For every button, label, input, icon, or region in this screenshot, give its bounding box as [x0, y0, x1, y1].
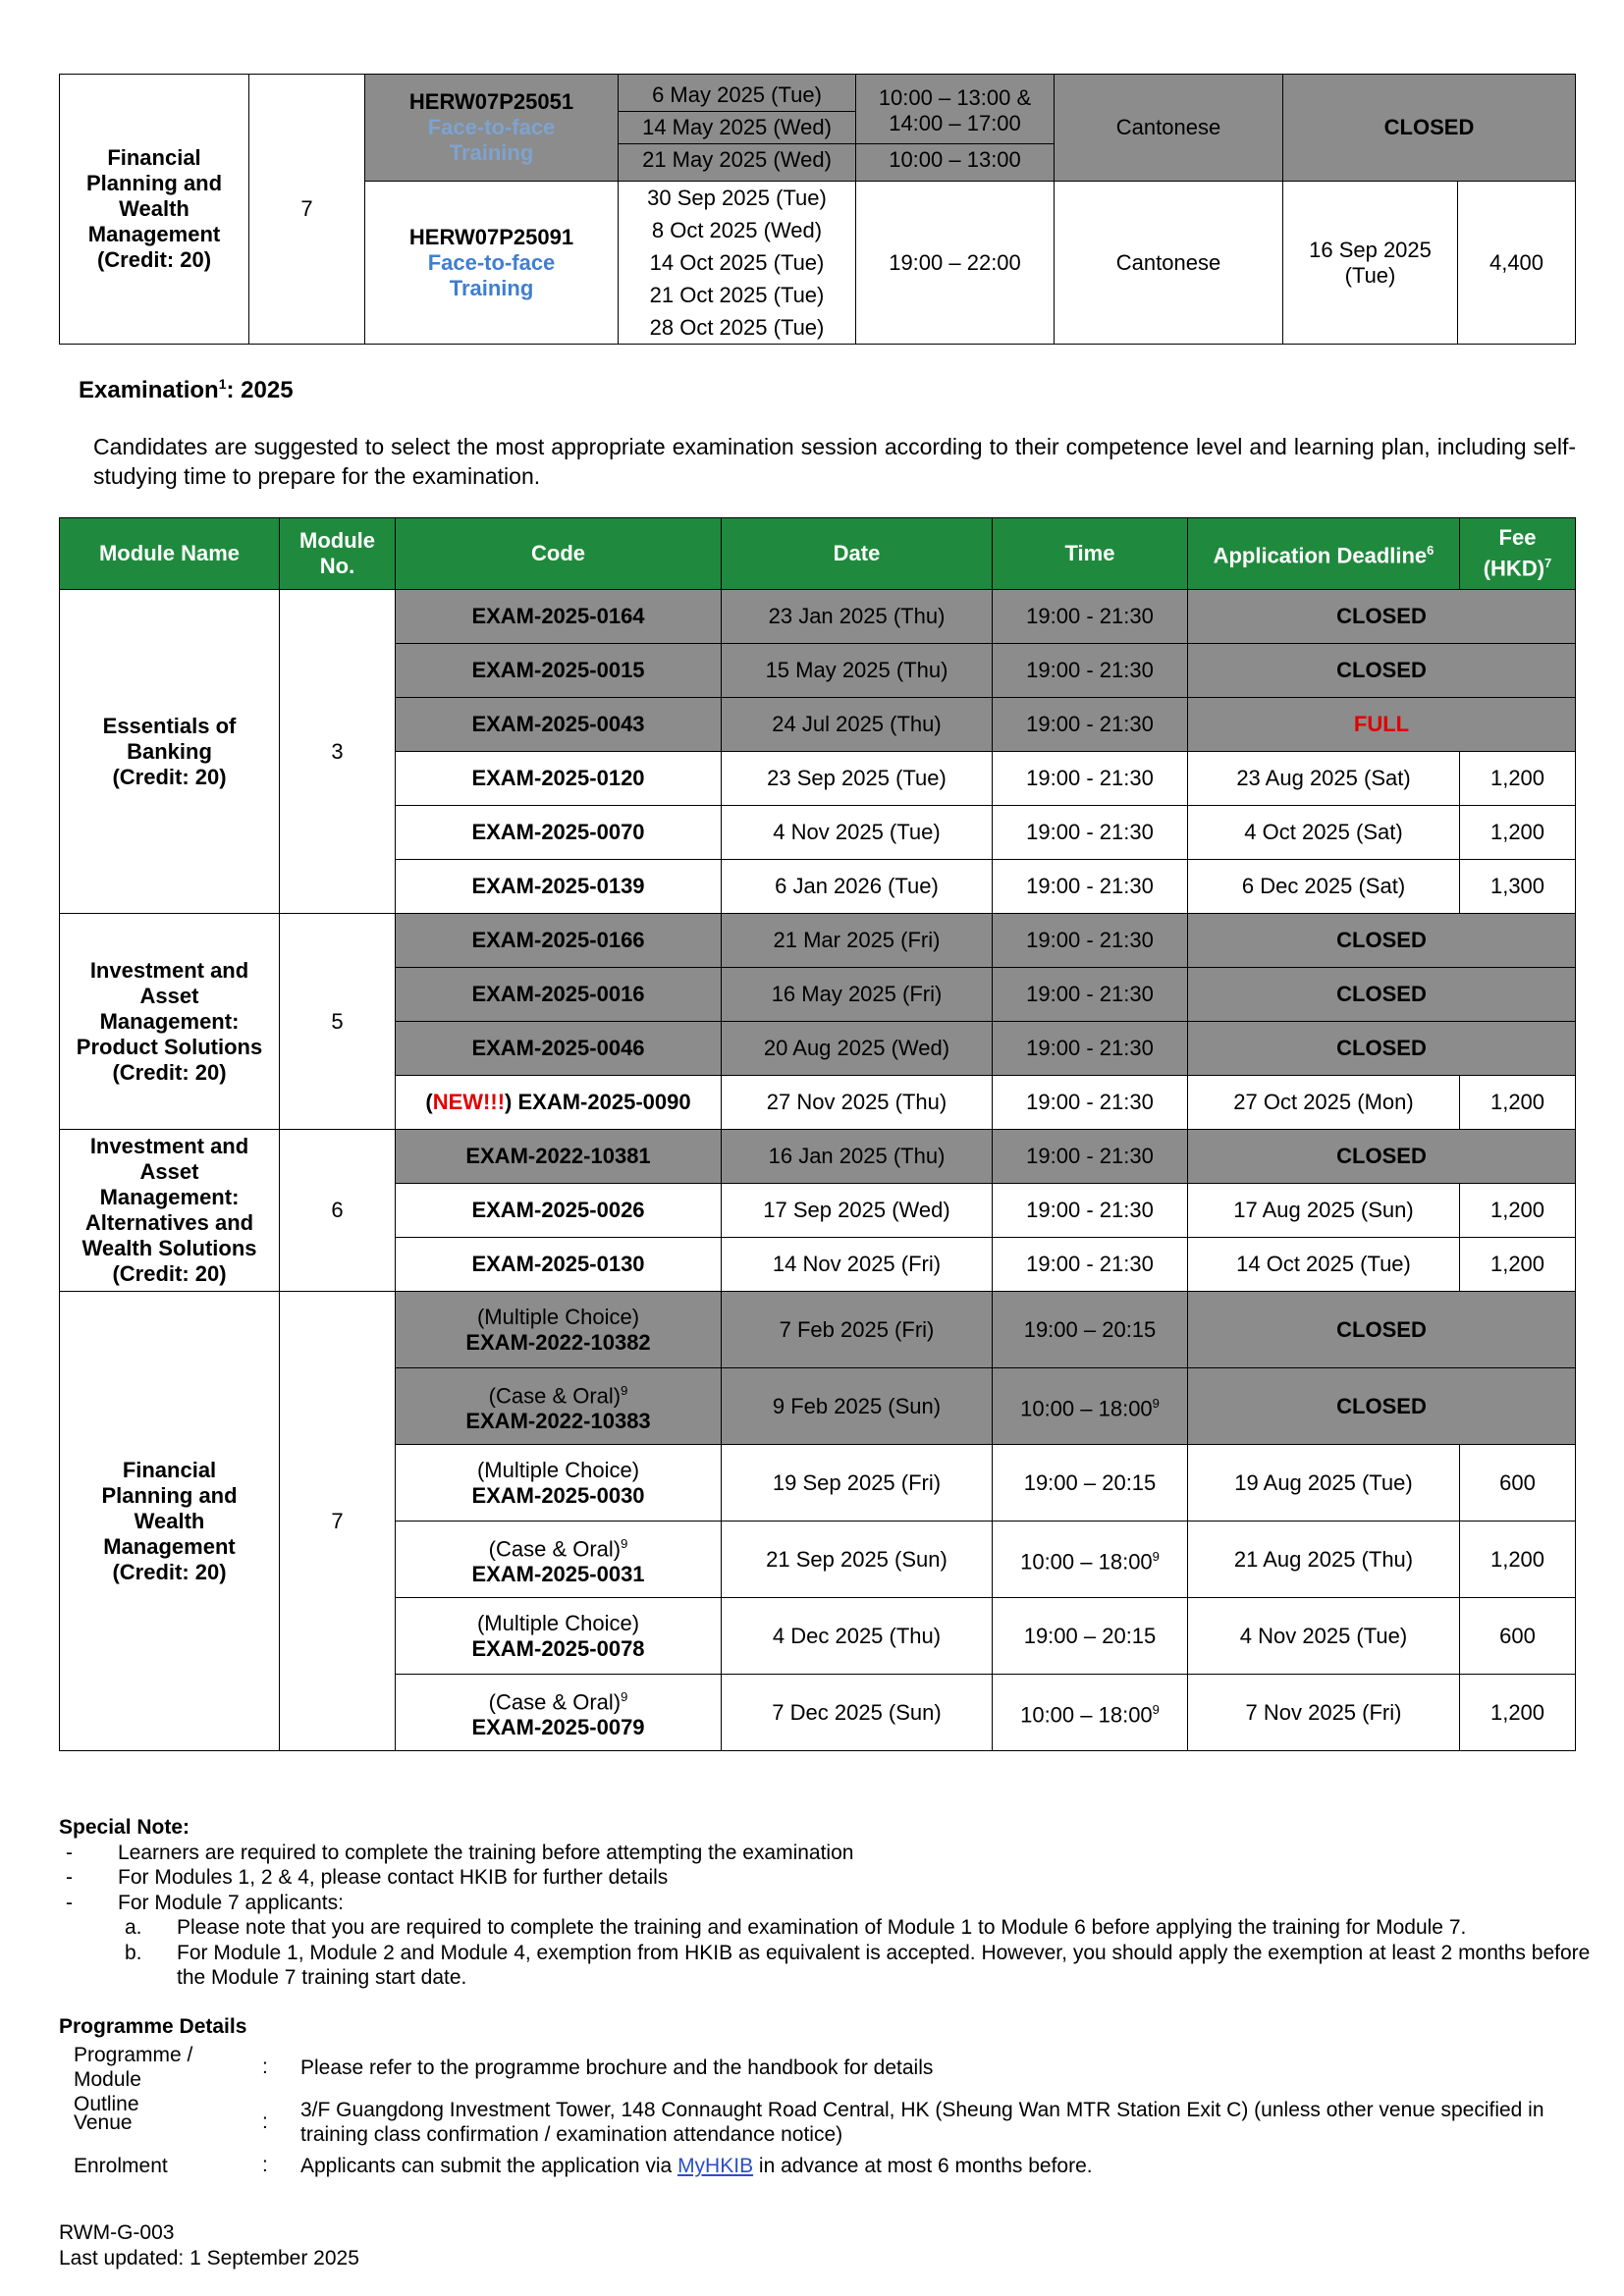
- exam-code: EXAM-2025-0046: [396, 1022, 722, 1076]
- exam-code: EXAM-2025-0016: [396, 968, 722, 1022]
- exam-date: 21 Mar 2025 (Fri): [722, 914, 993, 968]
- exam-code: EXAM-2025-0070: [396, 806, 722, 860]
- table-row: [60, 1130, 1576, 1184]
- exam-deadline: 21 Aug 2025 (Thu): [1188, 1522, 1460, 1598]
- exam-deadline: 27 Oct 2025 (Mon): [1188, 1076, 1460, 1130]
- exam-time: 19:00 - 21:30: [993, 1130, 1188, 1184]
- exam-date: 9 Feb 2025 (Sun): [722, 1368, 993, 1445]
- table-row: [60, 1292, 1576, 1368]
- exam-code: (Multiple Choice) EXAM-2025-0030: [396, 1445, 722, 1522]
- exam-code: (Case & Oral)$^9$ EXAM-2022-10383: [396, 1368, 722, 1445]
- exam-time: 19:00 – 20:15: [993, 1445, 1188, 1522]
- exam-heading: Examination$^1$: 2025: [79, 376, 294, 403]
- exam-time: 19:00 – 20:15: [993, 1598, 1188, 1675]
- exam-time: 19:00 - 21:30: [993, 806, 1188, 860]
- exam-status: FULL: [1188, 698, 1576, 752]
- class-fee: 4,400: [1458, 182, 1576, 345]
- exam-code: EXAM-2025-0139: [396, 860, 722, 914]
- module-name: Investment and Asset Management: Alternatives and Wealth Solutions (Credit: 20): [60, 1130, 280, 1292]
- exam-deadline: 4 Oct 2025 (Sat): [1188, 806, 1460, 860]
- class-code-cell: HERW07P25051 Face-to-face Training: [365, 75, 619, 182]
- exam-date: 20 Aug 2025 (Wed): [722, 1022, 993, 1076]
- exam-date: 4 Nov 2025 (Tue): [722, 806, 993, 860]
- exam-fee: 1,300: [1460, 860, 1576, 914]
- exam-fee: 600: [1460, 1445, 1576, 1522]
- exam-header-row: [60, 518, 1576, 590]
- exam-time: 19:00 - 21:30: [993, 644, 1188, 698]
- module-no: 3: [280, 590, 396, 914]
- exam-code: EXAM-2025-0164: [396, 590, 722, 644]
- exam-deadline: 4 Nov 2025 (Tue): [1188, 1598, 1460, 1675]
- exam-code: EXAM-2022-10381: [396, 1130, 722, 1184]
- exam-code: EXAM-2025-0130: [396, 1238, 722, 1292]
- module-name: Essentials of Banking (Credit: 20): [60, 590, 280, 914]
- exam-time: 19:00 - 21:30: [993, 698, 1188, 752]
- class-dates: 30 Sep 2025 (Tue) 8 Oct 2025 (Wed) 14 Oct 2025 (Tue) 21 Oct 2025 (Tue) 28 Oct 2025 (Tue): [619, 182, 856, 345]
- exam-deadline: 23 Aug 2025 (Sat): [1188, 752, 1460, 806]
- programme-details: [59, 2014, 1591, 2181]
- module-name: Investment and Asset Management: Product Solutions (Credit: 20): [60, 914, 280, 1130]
- module-no: 5: [280, 914, 396, 1130]
- exam-code: EXAM-2025-0166: [396, 914, 722, 968]
- exam-status: CLOSED: [1188, 1022, 1576, 1076]
- exam-time: 19:00 - 21:30: [993, 968, 1188, 1022]
- class-dates: 6 May 2025 (Tue) 14 May 2025 (Wed) 21 May 2025 (Wed): [619, 75, 856, 182]
- exam-status: CLOSED: [1188, 1292, 1576, 1368]
- exam-status: CLOSED: [1188, 1368, 1576, 1445]
- exam-date: 17 Sep 2025 (Wed): [722, 1184, 993, 1238]
- exam-code: (Case & Oral)$^9$ EXAM-2025-0079: [396, 1675, 722, 1751]
- exam-code: (NEW!!!) EXAM-2025-0090: [396, 1076, 722, 1130]
- exam-status: CLOSED: [1188, 1130, 1576, 1184]
- module-name: Financial Planning and Wealth Management (Credit: 20): [60, 1292, 280, 1751]
- exam-fee: 1,200: [1460, 1076, 1576, 1130]
- training-table: [59, 74, 1576, 345]
- header-code: Code: [396, 518, 722, 590]
- exam-deadline: 19 Aug 2025 (Tue): [1188, 1445, 1460, 1522]
- list-item: a. Please note that you are required to complete the training and examination of Module 1 to Module 6 before applying the training for Module 7.: [125, 1916, 1467, 1939]
- programme-title: Programme Details: [59, 2015, 247, 2038]
- new-badge: NEW!!!: [432, 1090, 506, 1114]
- training-module-no: 7: [249, 75, 365, 345]
- exam-date: 23 Jan 2025 (Thu): [722, 590, 993, 644]
- list-item: - For Modules 1, 2 & 4, please contact HKIB for further details: [66, 1866, 669, 1889]
- class-deadline: 16 Sep 2025 (Tue): [1283, 182, 1458, 345]
- exam-time: 19:00 - 21:30: [993, 1184, 1188, 1238]
- header-fee: Fee (HKD)$^7$: [1460, 518, 1576, 590]
- table-row: [60, 914, 1576, 968]
- document-code: RWM-G-003: [59, 2221, 175, 2244]
- exam-time: 10:00 – $18:00^9$: [993, 1522, 1188, 1598]
- class-language: Cantonese: [1055, 75, 1283, 182]
- list-item: - For Module 7 applicants:: [66, 1891, 344, 1914]
- exam-code: (Multiple Choice) EXAM-2025-0078: [396, 1598, 722, 1675]
- programme-outline-row: Programme / Module Outline : Please refer to the programme brochure and the handbook for details: [74, 2044, 934, 2115]
- exam-time: 10:00 – $18:00^9$: [993, 1675, 1188, 1751]
- exam-date: 21 Sep 2025 (Sun): [722, 1522, 993, 1598]
- exam-date: 7 Dec 2025 (Sun): [722, 1675, 993, 1751]
- exam-fee: 1,200: [1460, 1238, 1576, 1292]
- last-updated: Last updated: 1 September 2025: [59, 2247, 359, 2269]
- header-module-no: Module No.: [280, 518, 396, 590]
- training-module-name: Financial Planning and Wealth Management (Credit: 20): [60, 75, 249, 345]
- header-deadline: Application Deadline$^6$: [1188, 518, 1460, 590]
- class-mode: Face-to-face: [427, 249, 556, 275]
- exam-fee: 1,200: [1460, 1184, 1576, 1238]
- module-no: 7: [280, 1292, 396, 1751]
- exam-time: 19:00 - 21:30: [993, 1238, 1188, 1292]
- class-language: Cantonese: [1055, 182, 1283, 345]
- exam-code: EXAM-2025-0015: [396, 644, 722, 698]
- exam-status: CLOSED: [1188, 644, 1576, 698]
- exam-date: 7 Feb 2025 (Fri): [722, 1292, 993, 1368]
- special-note-title: Special Note:: [59, 1816, 190, 1839]
- exam-fee: 1,200: [1460, 1675, 1576, 1751]
- exam-code: EXAM-2025-0026: [396, 1184, 722, 1238]
- header-date: Date: [722, 518, 993, 590]
- exam-date: 6 Jan 2026 (Tue): [722, 860, 993, 914]
- table-row: [60, 590, 1576, 644]
- exam-intro: Candidates are suggested to select the most appropriate examination session according to their competence level and learning plan, including self-studying time to prepare for the examination.: [93, 434, 1576, 489]
- list-item: b. For Module 1, Module 2 and Module 4, exemption from HKIB as equivalent is accepted. However, you should apply the exemption at least 2 months before the Module 7 training start date.: [125, 1941, 1591, 1989]
- header-time: Time: [993, 518, 1188, 590]
- exam-deadline: 7 Nov 2025 (Fri): [1188, 1675, 1460, 1751]
- class-time: 19:00 – 22:00: [856, 182, 1055, 345]
- exam-time: 19:00 - 21:30: [993, 752, 1188, 806]
- exam-status: CLOSED: [1188, 590, 1576, 644]
- exam-date: 14 Nov 2025 (Fri): [722, 1238, 993, 1292]
- exam-time: 19:00 - 21:30: [993, 1076, 1188, 1130]
- myhkib-link[interactable]: MyHKIB: [677, 2155, 754, 2177]
- exam-fee: 600: [1460, 1598, 1576, 1675]
- class-status: CLOSED: [1283, 75, 1576, 182]
- exam-date: 27 Nov 2025 (Thu): [722, 1076, 993, 1130]
- programme-venue-row: Venue : 3/F Guangdong Investment Tower, 148 Connaught Road Central, HK (Sheung Wan MTR Station Exit C) (unless other venue specified in training class confirmation / examination attendance notice): [74, 2099, 1544, 2146]
- exam-date: 4 Dec 2025 (Thu): [722, 1598, 993, 1675]
- exam-date: 15 May 2025 (Thu): [722, 644, 993, 698]
- exam-deadline: 14 Oct 2025 (Tue): [1188, 1238, 1460, 1292]
- module-no: 6: [280, 1130, 396, 1292]
- programme-enrolment-row: Enrolment : Applicants can submit the application via MyHKIB in advance at most 6 months before.: [74, 2154, 1093, 2177]
- exam-code: (Case & Oral)$^9$ EXAM-2025-0031: [396, 1522, 722, 1598]
- exam-fee: 1,200: [1460, 752, 1576, 806]
- exam-time: 10:00 – $18:00^9$: [993, 1368, 1188, 1445]
- class-code: HERW07P25051: [408, 89, 574, 114]
- exam-table: [59, 517, 1576, 1751]
- class-code: HERW07P25091: [408, 224, 574, 249]
- exam-time: 19:00 - 21:30: [993, 860, 1188, 914]
- class-code-cell: HERW07P25091 Face-to-face Training: [365, 182, 619, 345]
- class-times: 10:00 – 13:00 & 14:00 – 17:00 10:00 – 13:00: [856, 75, 1055, 182]
- list-item: - Learners are required to complete the training before attempting the examination: [66, 1841, 854, 1864]
- class-mode: Face-to-face: [427, 115, 556, 139]
- exam-fee: 1,200: [1460, 1522, 1576, 1598]
- exam-fee: 1,200: [1460, 806, 1576, 860]
- exam-time: 19:00 - 21:30: [993, 914, 1188, 968]
- exam-date: 24 Jul 2025 (Thu): [722, 698, 993, 752]
- exam-code: (Multiple Choice) EXAM-2022-10382: [396, 1292, 722, 1368]
- exam-date: 19 Sep 2025 (Fri): [722, 1445, 993, 1522]
- header-module-name: Module Name: [60, 518, 280, 590]
- footer: [59, 2220, 359, 2271]
- exam-status: CLOSED: [1188, 914, 1576, 968]
- exam-deadline: 6 Dec 2025 (Sat): [1188, 860, 1460, 914]
- exam-time: 19:00 – 20:15: [993, 1292, 1188, 1368]
- exam-date: 16 May 2025 (Fri): [722, 968, 993, 1022]
- exam-status: CLOSED: [1188, 968, 1576, 1022]
- exam-date: 23 Sep 2025 (Tue): [722, 752, 993, 806]
- special-note: [59, 1815, 1591, 1991]
- exam-code: EXAM-2025-0120: [396, 752, 722, 806]
- exam-time: 19:00 - 21:30: [993, 1022, 1188, 1076]
- exam-deadline: 17 Aug 2025 (Sun): [1188, 1184, 1460, 1238]
- exam-code: EXAM-2025-0043: [396, 698, 722, 752]
- exam-time: 19:00 - 21:30: [993, 590, 1188, 644]
- exam-date: 16 Jan 2025 (Thu): [722, 1130, 993, 1184]
